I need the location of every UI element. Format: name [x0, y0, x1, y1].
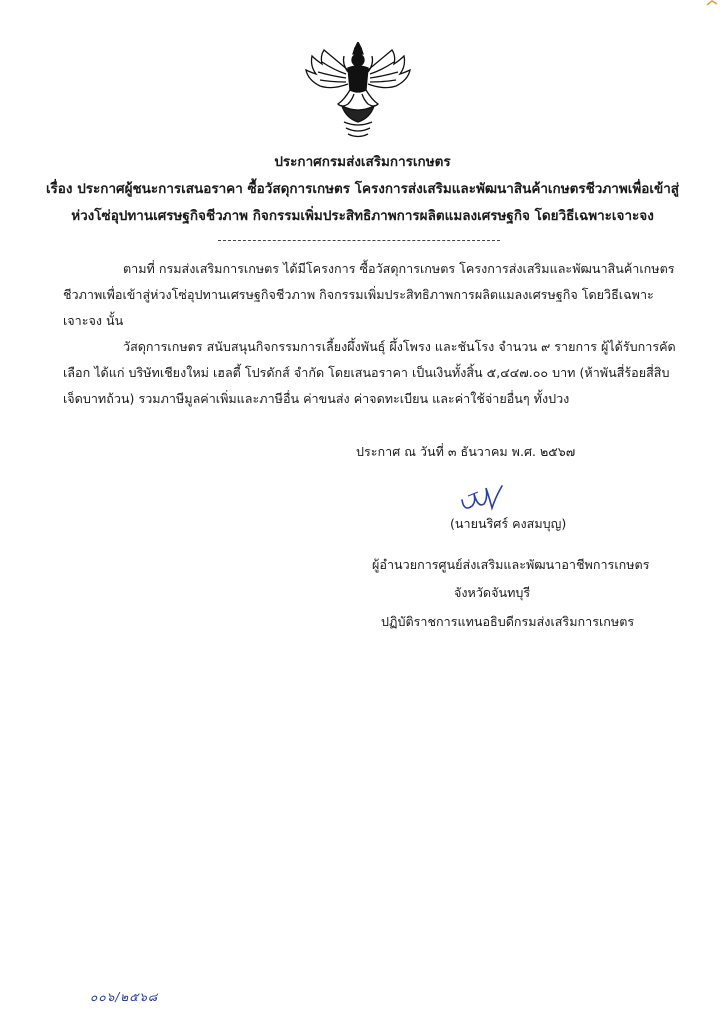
paragraph-2-line: เลือก ได้แก่ บริษัทเชียงใหม่ เฮลตี้ โปรดักส์ จำกัด โดยเสนอราคา เป็นเงินทั้งสิ้น ๕,๔๔๗.๐๐ บาท (ห้าพันสี่ร้อยสี่สิบ [63, 365, 670, 380]
announcement-date: ประกาศ ณ วันที่ ๓ ธันวาคม พ.ศ. ๒๕๖๗ [356, 444, 576, 459]
paragraph-2-line: เจ็ดบาทถ้วน) รวมภาษีมูลค่าเพิ่มและภาษีอื่น ค่าขนส่ง ค่าจดทะเบียน และค่าใช้จ่ายอื่นๆ ทั้งปวง [63, 391, 570, 406]
subject-line-2: ห่วงโซ่อุปทานเศรษฐกิจชีวภาพ กิจกรรมเพิ่มประสิทธิภาพการผลิตแมลงเศรษฐกิจ โดยวิธีเฉพาะเจาะจง [71, 208, 654, 224]
signer-position-line-1: ผู้อำนวยการศูนย์ส่งเสริมและพัฒนาอาชีพการเกษตร [372, 557, 650, 572]
divider-line [218, 240, 500, 241]
signer-position-line-3: ปฏิบัติราชการแทนอธิบดีกรมส่งเสริมการเกษตร [381, 614, 635, 629]
issuer-title: ประกาศกรมส่งเสริมการเกษตร [274, 154, 451, 170]
paragraph-1-line: ตามที่ กรมส่งเสริมการเกษตร ได้มีโครงการ ซื้อวัสดุการเกษตร โครงการส่งเสริมและพัฒนาสินค้าเกษตร [123, 261, 675, 276]
paragraph-1-line: เจาะจง นั้น [63, 313, 124, 328]
handwritten-document-number: ๐๐๖/๒๕๖๘ [90, 990, 159, 1004]
paragraph-1-line: ชีวภาพเพื่อเข้าสู่ห่วงโซ่อุปทานเศรษฐกิจชีวภาพ กิจกรรมเพิ่มประสิทธิภาพการผลิตแมลงเศรษฐกิจ โดยวิธีเฉพาะ [63, 287, 654, 302]
paragraph-1 [63, 256, 703, 334]
corner-mark [706, 0, 718, 6]
paragraph-2-line: วัสดุการเกษตร สนับสนุนกิจกรรมการเลี้ยงผึ้งพันธุ์ ผึ้งโพรง และชันโรง จำนวน ๙ รายการ ผู้ได้รับการคัด [123, 339, 676, 354]
subject-line-1: เรื่อง ประกาศผู้ชนะการเสนอราคา ซื้อวัสดุการเกษตร โครงการส่งเสริมและพัฒนาสินค้าเกษตรชีวภาพเพื่อเข้าสู่ [45, 181, 680, 197]
garuda-emblem-icon [302, 42, 414, 142]
signer-position-line-2: จังหวัดจันทบุรี [454, 585, 531, 600]
handwritten-signature [456, 482, 516, 518]
signer-name: (นายนริศร์ คงสมบุญ) [450, 516, 567, 531]
paragraph-2 [63, 334, 703, 412]
